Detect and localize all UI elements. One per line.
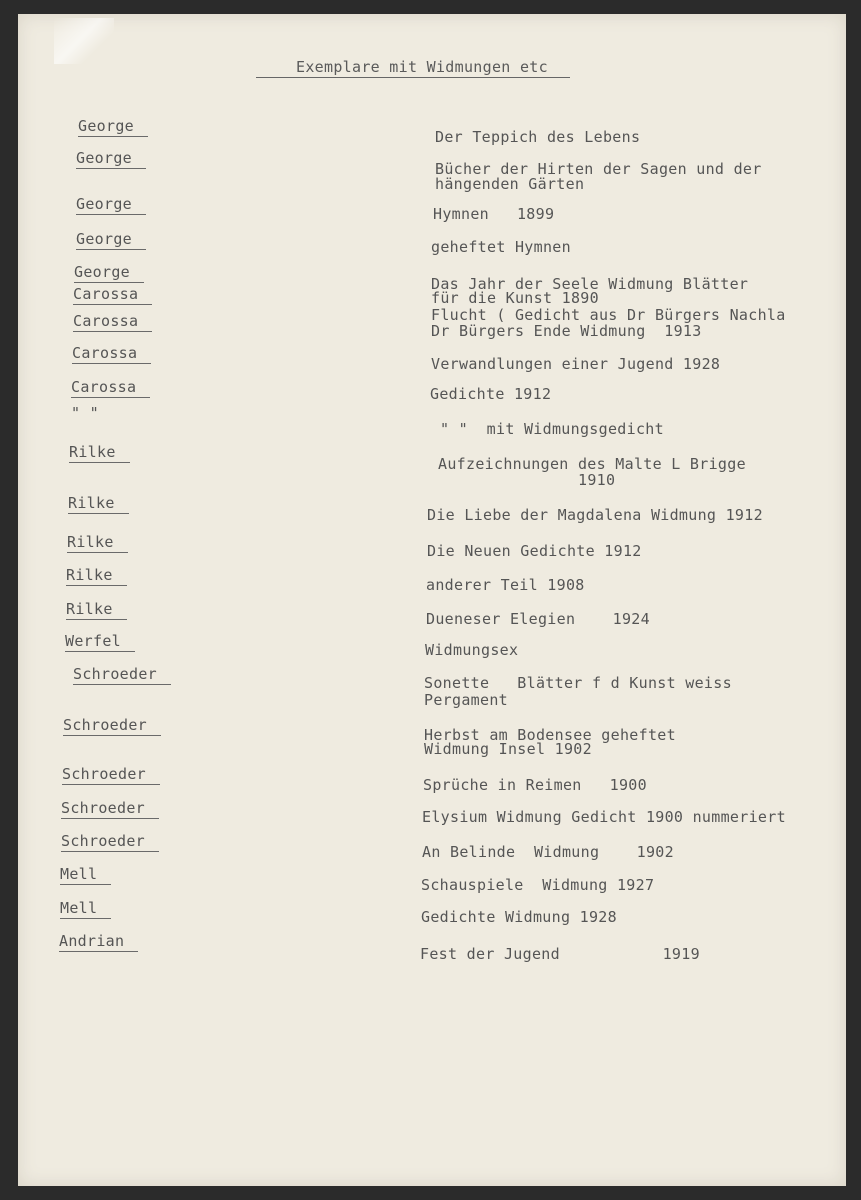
paper-fold [54, 18, 114, 64]
page-title: Exemplare mit Widmungen etc [256, 58, 570, 78]
work-title: Schauspiele Widmung 1927 [421, 876, 655, 894]
author-name: Carossa [71, 380, 150, 398]
work-title-continued: Widmung Insel 1902 [424, 740, 592, 758]
work-title: Die Neuen Gedichte 1912 [427, 542, 642, 560]
author-name: Carossa [72, 346, 151, 364]
author-name: " " [71, 404, 99, 422]
work-title: " " mit Widmungsgedicht [440, 420, 664, 438]
work-title: Hymnen 1899 [433, 205, 555, 223]
document-page [18, 14, 846, 1186]
work-title: geheftet Hymnen [431, 238, 571, 256]
work-title: Elysium Widmung Gedicht 1900 nummeriert [422, 808, 786, 826]
author-name: Andrian [59, 934, 138, 952]
author-name: Schroeder [73, 667, 171, 685]
work-title: Gedichte 1912 [430, 385, 552, 403]
work-title: Das Jahr der Seele Widmung Blätter [431, 275, 749, 293]
work-title: Herbst am Bodensee geheftet [424, 726, 676, 744]
author-name: George [76, 197, 146, 215]
author-name: Rilke [69, 445, 130, 463]
work-title: Die Liebe der Magdalena Widmung 1912 [427, 506, 763, 524]
work-title: Sonette Blätter f d Kunst weiss [424, 674, 732, 692]
work-title: Sprüche in Reimen 1900 [423, 776, 647, 794]
work-title: Flucht ( Gedicht aus Dr Bürgers Nachla [431, 306, 786, 324]
work-title-continued: 1910 [578, 471, 616, 489]
author-name: Carossa [73, 287, 152, 305]
work-title: Gedichte Widmung 1928 [421, 908, 617, 926]
author-name: George [76, 232, 146, 250]
author-name: Schroeder [61, 801, 159, 819]
work-title: Bücher der Hirten der Sagen und der [435, 160, 762, 178]
work-title: Dueneser Elegien 1924 [426, 610, 650, 628]
work-title: Aufzeichnungen des Malte L Brigge [438, 455, 746, 473]
work-title: Fest der Jugend 1919 [420, 945, 700, 963]
work-title: anderer Teil 1908 [426, 576, 585, 594]
work-title-continued: für die Kunst 1890 [431, 289, 599, 307]
author-name: George [76, 151, 146, 169]
author-name: Schroeder [62, 767, 160, 785]
author-name: George [78, 119, 148, 137]
work-title: Der Teppich des Lebens [435, 128, 641, 146]
work-title: Widmungsex [425, 641, 519, 659]
author-name: Schroeder [61, 834, 159, 852]
author-name: Mell [60, 901, 111, 919]
author-name: Rilke [68, 496, 129, 514]
work-title-continued: hängenden Gärten [435, 175, 585, 193]
author-name: Schroeder [63, 718, 161, 736]
author-name: Carossa [73, 314, 152, 332]
author-name: Rilke [66, 602, 127, 620]
author-name: Werfel [65, 634, 135, 652]
work-title-continued: Dr Bürgers Ende Widmung 1913 [431, 322, 702, 340]
work-title-continued: Pergament [424, 691, 508, 709]
work-title: An Belinde Widmung 1902 [422, 843, 674, 861]
author-name: Mell [60, 867, 111, 885]
author-name: George [74, 265, 144, 283]
author-name: Rilke [66, 568, 127, 586]
work-title: Verwandlungen einer Jugend 1928 [431, 355, 721, 373]
author-name: Rilke [67, 535, 128, 553]
